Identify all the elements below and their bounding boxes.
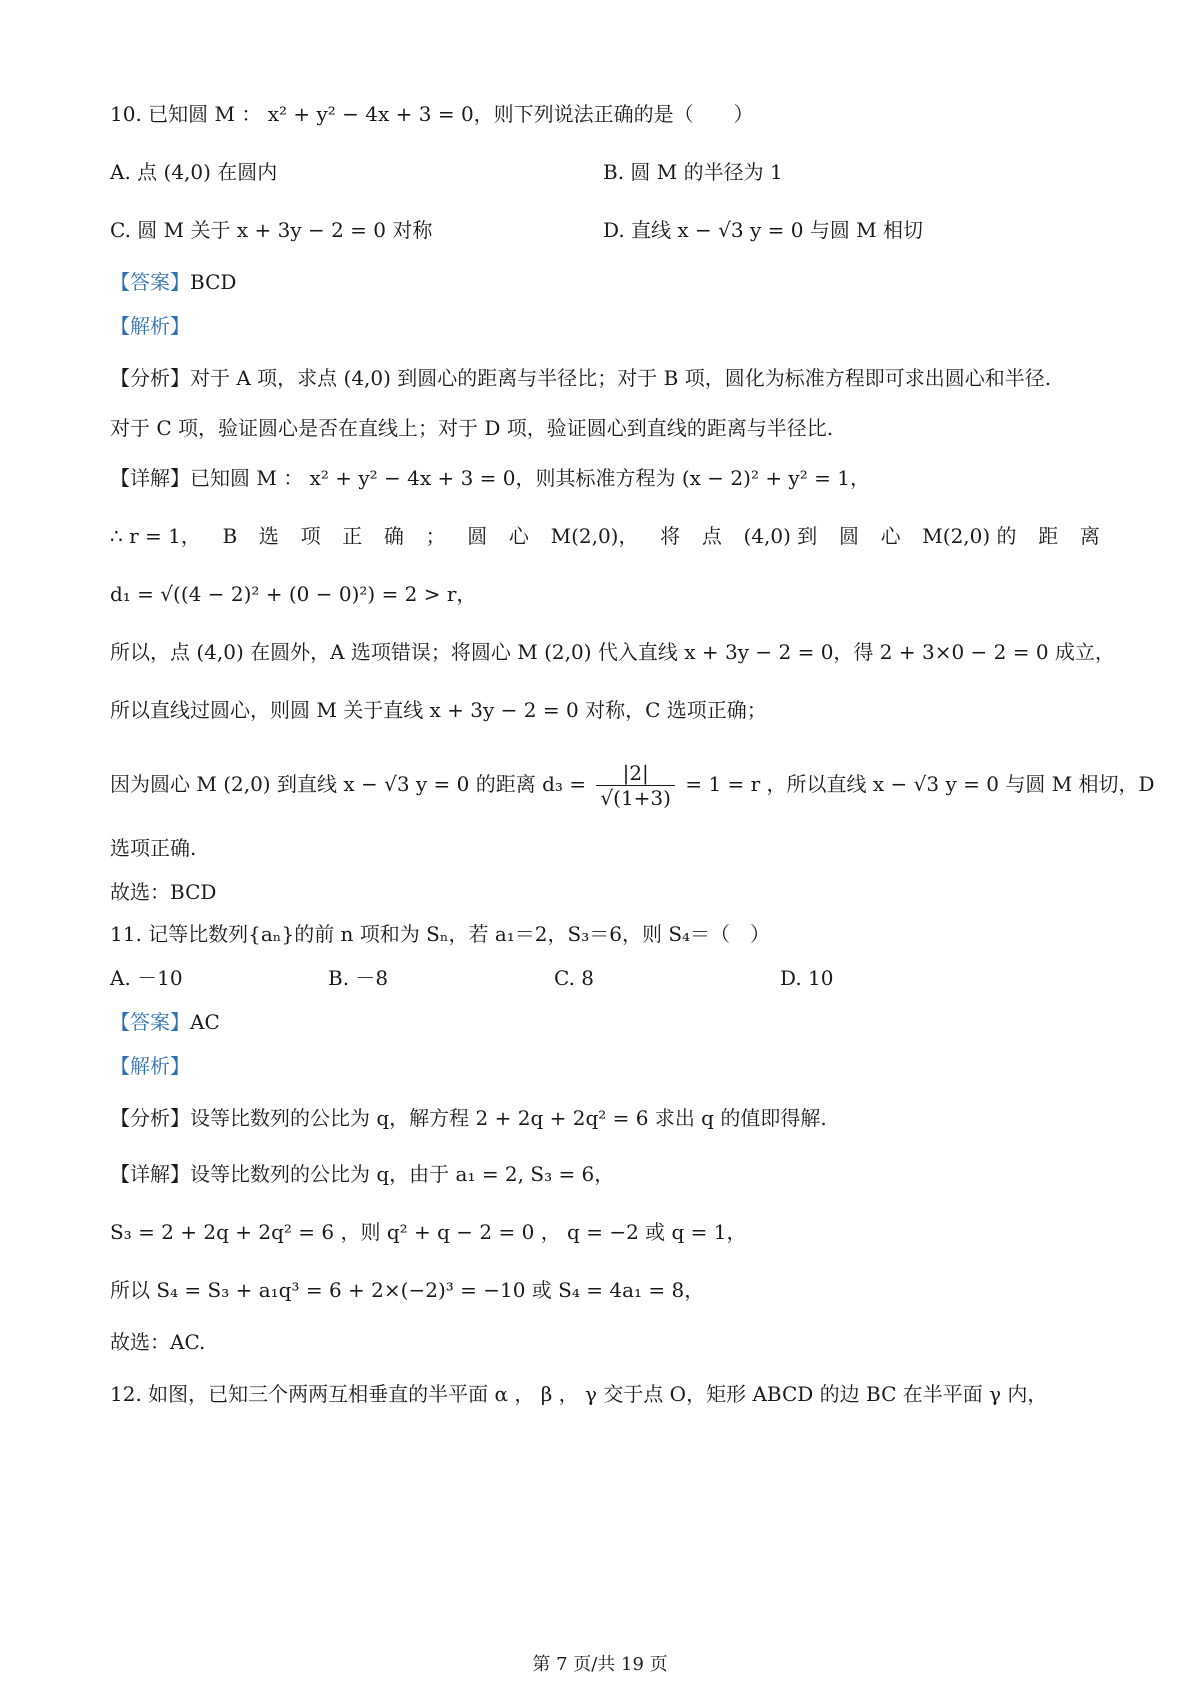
xiangjie-text: 已知圆 M ： x² + y² − 4x + 3 = 0，则其标准方程为 (x − 2)² + y² = 1， bbox=[190, 466, 870, 490]
q12-stem: 12. 如图，已知三个两两互相垂直的半平面 α ， β ， γ 交于点 O，矩形 ABCD 的边 BC 在半平面 γ 内， bbox=[110, 1382, 1048, 1406]
q10-detail-line5: 所以直线过圆心，则圆 M 关于直线 x + 3y − 2 = 0 对称，C 选项正确； bbox=[110, 698, 767, 722]
q10-fenxi-line1 bbox=[110, 364, 1051, 392]
answer-tag: 【答案】 bbox=[110, 270, 190, 294]
token: 圆 bbox=[467, 524, 488, 548]
q10-detail-line4: 所以，点 (4,0) 在圆外，A 选项错误；将圆心 M (2,0) 代入直线 x + 3y − 2 = 0，得 2 + 3×0 − 2 = 0 成立， bbox=[110, 640, 1115, 664]
token: 距 bbox=[1038, 524, 1059, 548]
token: B bbox=[222, 524, 238, 548]
q11-xiangjie-line1 bbox=[110, 1160, 614, 1188]
q11-option-d: D. 10 bbox=[780, 966, 834, 990]
q11-option-c: C. 8 bbox=[554, 966, 595, 990]
fraction-numerator: |2| bbox=[596, 761, 675, 786]
q10-option-d: D. 直线 x − √3 y = 0 与圆 M 相切 bbox=[603, 218, 924, 242]
token: 将 bbox=[660, 524, 681, 548]
token: 确 bbox=[383, 524, 404, 548]
fenxi-tag: 【分析】 bbox=[110, 1106, 190, 1130]
token: M(2,0) 的 bbox=[922, 524, 1017, 548]
token: 心 bbox=[880, 524, 901, 548]
q11-conclusion: 故选：AC. bbox=[110, 1330, 206, 1354]
q11-analysis-tag: 【解析】 bbox=[110, 1054, 190, 1078]
token: 离 bbox=[1079, 524, 1100, 548]
q11-option-b: B. －8 bbox=[328, 966, 389, 990]
q10-fenxi-line2: 对于 C 项，验证圆心是否在直线上；对于 D 项，验证圆心到直线的距离与半径比. bbox=[110, 416, 834, 440]
q10-option-b: B. 圆 M 的半径为 1 bbox=[603, 160, 783, 184]
q10-stem: 10. 已知圆 M ： x² + y² − 4x + 3 = 0，则下列说法正确的是（ ） bbox=[110, 102, 754, 126]
q10-detail-line7: 选项正确. bbox=[110, 836, 197, 860]
token: M(2,0)， bbox=[550, 524, 639, 548]
xiangjie-text: 设等比数列的公比为 q，由于 a₁ = 2, S₃ = 6， bbox=[190, 1162, 615, 1186]
q10-analysis-tag: 【解析】 bbox=[110, 314, 190, 338]
answer-value: AC bbox=[190, 1010, 220, 1034]
line6-part-b: = 1 = r ，所以直线 x − √3 y = 0 与圆 M 相切，D bbox=[685, 772, 1155, 796]
q11-option-a: A. －10 bbox=[110, 966, 183, 990]
q10-detail-line3: d₁ = √((4 − 2)² + (0 − 0)²) = 2 > r， bbox=[110, 582, 477, 606]
token: 正 bbox=[342, 524, 363, 548]
token: 圆 bbox=[838, 524, 859, 548]
q10-detail-line2 bbox=[110, 522, 1100, 550]
token: 心 bbox=[508, 524, 529, 548]
line6-part-a: 因为圆心 M (2,0) 到直线 x − √3 y = 0 的距离 d₃ = bbox=[110, 772, 587, 796]
q11-detail-line2: S₃ = 2 + 2q + 2q² = 6 ，则 q² + q − 2 = 0 ， q = −2 或 q = 1， bbox=[110, 1220, 747, 1244]
distance-fraction bbox=[596, 761, 675, 810]
q10-detail-line6 bbox=[110, 758, 1155, 810]
fenxi-text: 设等比数列的公比为 q，解方程 2 + 2q + 2q² = 6 求出 q 的值即得解. bbox=[190, 1106, 827, 1130]
page-footer: 第 7 页/共 19 页 bbox=[532, 1654, 668, 1675]
fraction-denominator: √(1+3) bbox=[600, 786, 671, 810]
q10-conclusion: 故选：BCD bbox=[110, 880, 217, 904]
q11-detail-line3: 所以 S₄ = S₃ + a₁q³ = 6 + 2×(−2)³ = −10 或 S₄ = 4a₁ = 8， bbox=[110, 1278, 705, 1302]
q11-answer bbox=[110, 1008, 220, 1036]
token: ； bbox=[425, 524, 446, 548]
answer-value: BCD bbox=[190, 270, 237, 294]
fenxi-text: 对于 A 项，求点 (4,0) 到圆心的距离与半径比；对于 B 项，圆化为标准方程即可求出圆心和半径. bbox=[190, 366, 1052, 390]
token: 选 bbox=[258, 524, 279, 548]
token: ∴ r = 1， bbox=[110, 524, 201, 548]
q10-option-a: A. 点 (4,0) 在圆内 bbox=[110, 160, 278, 184]
q10-answer bbox=[110, 268, 236, 296]
q11-stem: 11. 记等比数列{aₙ}的前 n 项和为 Sₙ，若 a₁＝2，S₃＝6，则 S₄＝（ ） bbox=[110, 922, 771, 946]
token: 点 bbox=[701, 524, 722, 548]
token: 项 bbox=[300, 524, 321, 548]
q11-fenxi bbox=[110, 1104, 827, 1132]
token: (4,0) 到 bbox=[743, 524, 818, 548]
xiangjie-tag: 【详解】 bbox=[110, 466, 190, 490]
xiangjie-tag: 【详解】 bbox=[110, 1162, 190, 1186]
answer-tag: 【答案】 bbox=[110, 1010, 190, 1034]
fenxi-tag: 【分析】 bbox=[110, 366, 190, 390]
q10-option-c: C. 圆 M 关于 x + 3y − 2 = 0 对称 bbox=[110, 218, 433, 242]
q10-xiangjie-line1 bbox=[110, 464, 870, 492]
